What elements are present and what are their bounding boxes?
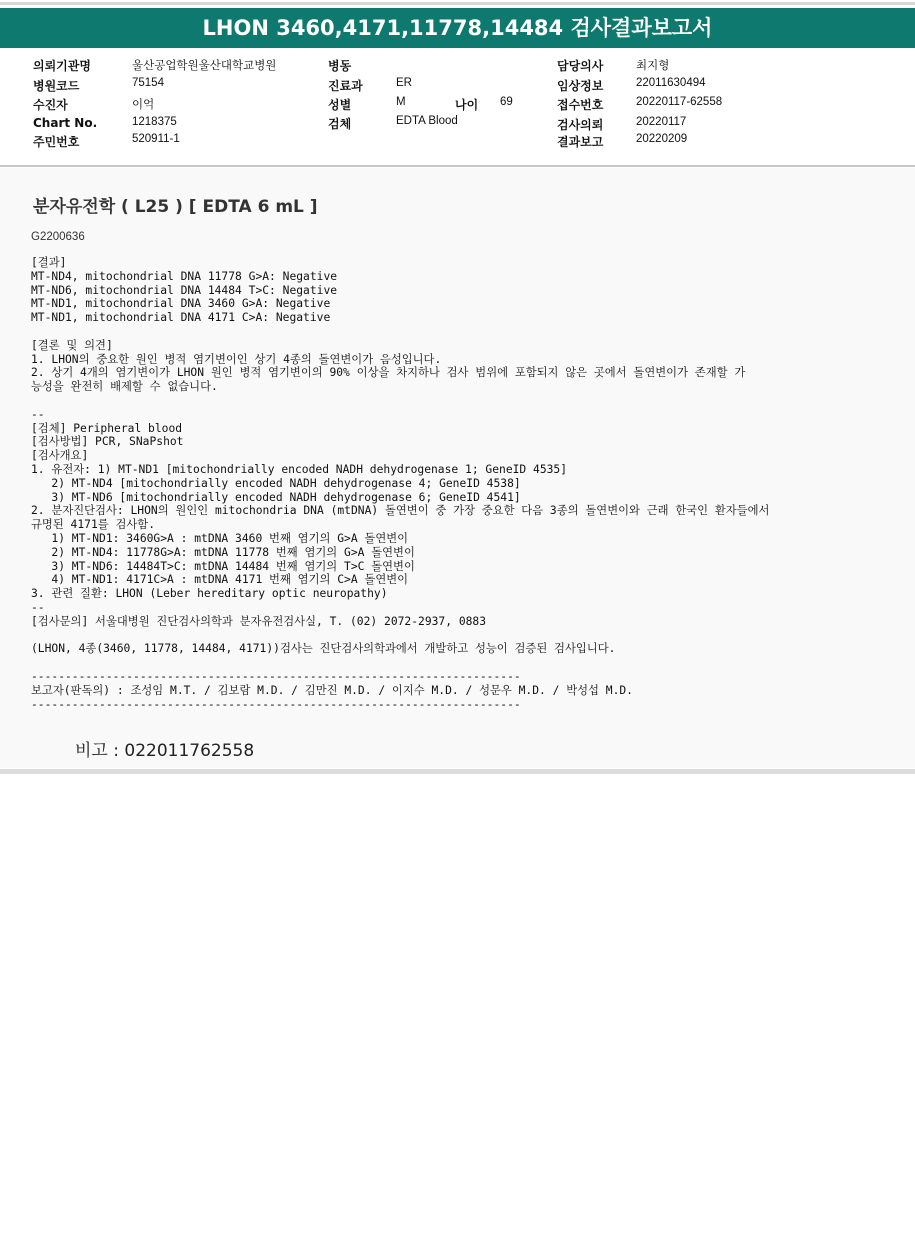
- report-line: 1. LHON의 중요한 원인 병적 염기변이인 상기 4종의 돌연변이가 음성입니다.: [31, 352, 442, 366]
- hospital-value: 울산공업학원울산대학교병원: [132, 60, 277, 72]
- report-line: [검체] Peripheral blood: [31, 421, 183, 435]
- patient-info-panel: [0, 56, 915, 152]
- clinical-label: 임상정보: [557, 79, 604, 93]
- report-line: 2) MT-ND4: 11778G>A: mtDNA 11778 번째 염기의 G>A 돌연변이: [31, 545, 415, 559]
- report-line: --: [31, 407, 45, 421]
- report-line: (LHON, 4종(3460, 11778, 14484, 4171))검사는 진단검사의학과에서 개발하고 성능이 검증된 검사입니다.: [31, 642, 616, 656]
- report-line: 보고자(판독의) : 조성임 M.T. / 김보람 M.D. / 김만진 M.D. / 이지수 M.D. / 성문우 M.D. / 박성섭 M.D.: [31, 683, 633, 697]
- test-code: G2200636: [31, 231, 85, 243]
- specimen-value: EDTA Blood: [396, 115, 458, 127]
- patient-value: 이억: [132, 99, 155, 111]
- report-line: MT-ND6, mitochondrial DNA 14484 T>C: Negative: [31, 283, 338, 297]
- patient-label: 수진자: [33, 98, 68, 112]
- result-date-value: 20220209: [636, 133, 688, 145]
- report-line: 4) MT-ND1: 4171C>A : mtDNA 4171 번째 염기의 C>A 돌연변이: [31, 573, 409, 587]
- report-line: 1. 유전자: 1) MT-ND1 [mitochondrially encoded NADH dehydrogenase 1; GeneID 4535]: [31, 462, 568, 476]
- report-line: MT-ND1, mitochondrial DNA 3460 G>A: Negative: [31, 297, 331, 311]
- ward-label: 병동: [328, 59, 352, 73]
- report-line: --: [31, 600, 45, 614]
- specimen-label: 검체: [328, 117, 352, 131]
- doctor-value: 최지형: [636, 60, 670, 72]
- chart-value: 1218375: [132, 116, 177, 128]
- report-line: MT-ND4, mitochondrial DNA 11778 G>A: Negative: [31, 269, 338, 283]
- age-value: 69: [500, 96, 513, 108]
- report-line: 3) MT-ND6: 14484T>C: mtDNA 14484 번째 염기의 T>C 돌연변이: [31, 559, 415, 573]
- report-line: 2) MT-ND4 [mitochondrially encoded NADH dehydrogenase 4; GeneID 4538]: [31, 476, 521, 490]
- sex-label: 성별: [328, 98, 352, 112]
- bottom-divider: [0, 769, 915, 774]
- report-line: [검사개요]: [31, 449, 89, 463]
- request-value: 20220117: [636, 116, 687, 128]
- report-line: [31, 629, 901, 643]
- report-line: 3. 관련 질환: LHON (Leber hereditary optic neuropathy): [31, 587, 388, 601]
- sex-value: M: [396, 96, 406, 108]
- dept-value: ER: [396, 77, 412, 89]
- result-date-label: 결과보고: [557, 135, 604, 149]
- chart-label: Chart No.: [33, 116, 98, 130]
- dept-label: 진료과: [328, 79, 363, 93]
- report-line: [31, 394, 901, 408]
- report-line: [검사문의] 서울대병원 진단검사의학과 분자유전검사실, T. (02) 2072-2937, 0883: [31, 614, 487, 628]
- code-label: 병원코드: [33, 79, 80, 93]
- report-title: LHON 3460,4171,11778,14484 검사결과보고서: [0, 8, 915, 48]
- note-text: 비고 : 022011762558: [75, 741, 255, 761]
- report-line: [31, 325, 901, 339]
- top-border: [0, 2, 915, 5]
- rrn-label: 주민번호: [33, 135, 80, 149]
- report-line: ------------------------------------------------------------------------: [31, 669, 521, 683]
- report-line: 능성을 완전히 배제할 수 없습니다.: [31, 380, 218, 394]
- receipt-value: 20220117-62558: [636, 96, 723, 108]
- clinical-value: 22011630494: [636, 77, 706, 89]
- report-line: MT-ND1, mitochondrial DNA 4171 C>A: Negative: [31, 311, 331, 325]
- report-line: [검사방법] PCR, SNaPshot: [31, 435, 184, 449]
- code-value: 75154: [132, 77, 164, 89]
- receipt-label: 접수번호: [557, 98, 604, 112]
- divider: [0, 165, 915, 167]
- request-label: 검사의뢰: [557, 118, 604, 132]
- report-text: [31, 256, 901, 711]
- section-title: 분자유전학 ( L25 ) [ EDTA 6 mL ]: [33, 197, 318, 217]
- report-line: 3) MT-ND6 [mitochondrially encoded NADH dehydrogenase 6; GeneID 4541]: [31, 490, 521, 504]
- report-line: 2. 상기 4개의 염기변이가 LHON 원인 병적 염기변이의 90% 이상을 차지하나 검사 범위에 포함되지 않은 곳에서 돌연변이가 존재할 가: [31, 366, 746, 380]
- report-line: [결과]: [31, 256, 67, 269]
- report-line: 1) MT-ND1: 3460G>A : mtDNA 3460 번째 염기의 G>A 돌연변이: [31, 531, 409, 545]
- report-line: 규명된 4171를 검사함.: [31, 518, 155, 532]
- rrn-value: 520911-1: [132, 133, 180, 145]
- hospital-label: 의뢰기관명: [33, 59, 91, 73]
- age-label: 나이: [455, 98, 479, 112]
- doctor-label: 담당의사: [557, 59, 604, 73]
- report-line: [31, 656, 901, 670]
- report-line: ------------------------------------------------------------------------: [31, 697, 521, 711]
- report-line: 2. 분자진단검사: LHON의 원인인 mitochondria DNA (mtDNA) 돌연변이 중 가장 중요한 다음 3종의 돌연변이와 근래 한국인 환자들에서: [31, 504, 770, 518]
- report-line: [결론 및 의견]: [31, 338, 113, 352]
